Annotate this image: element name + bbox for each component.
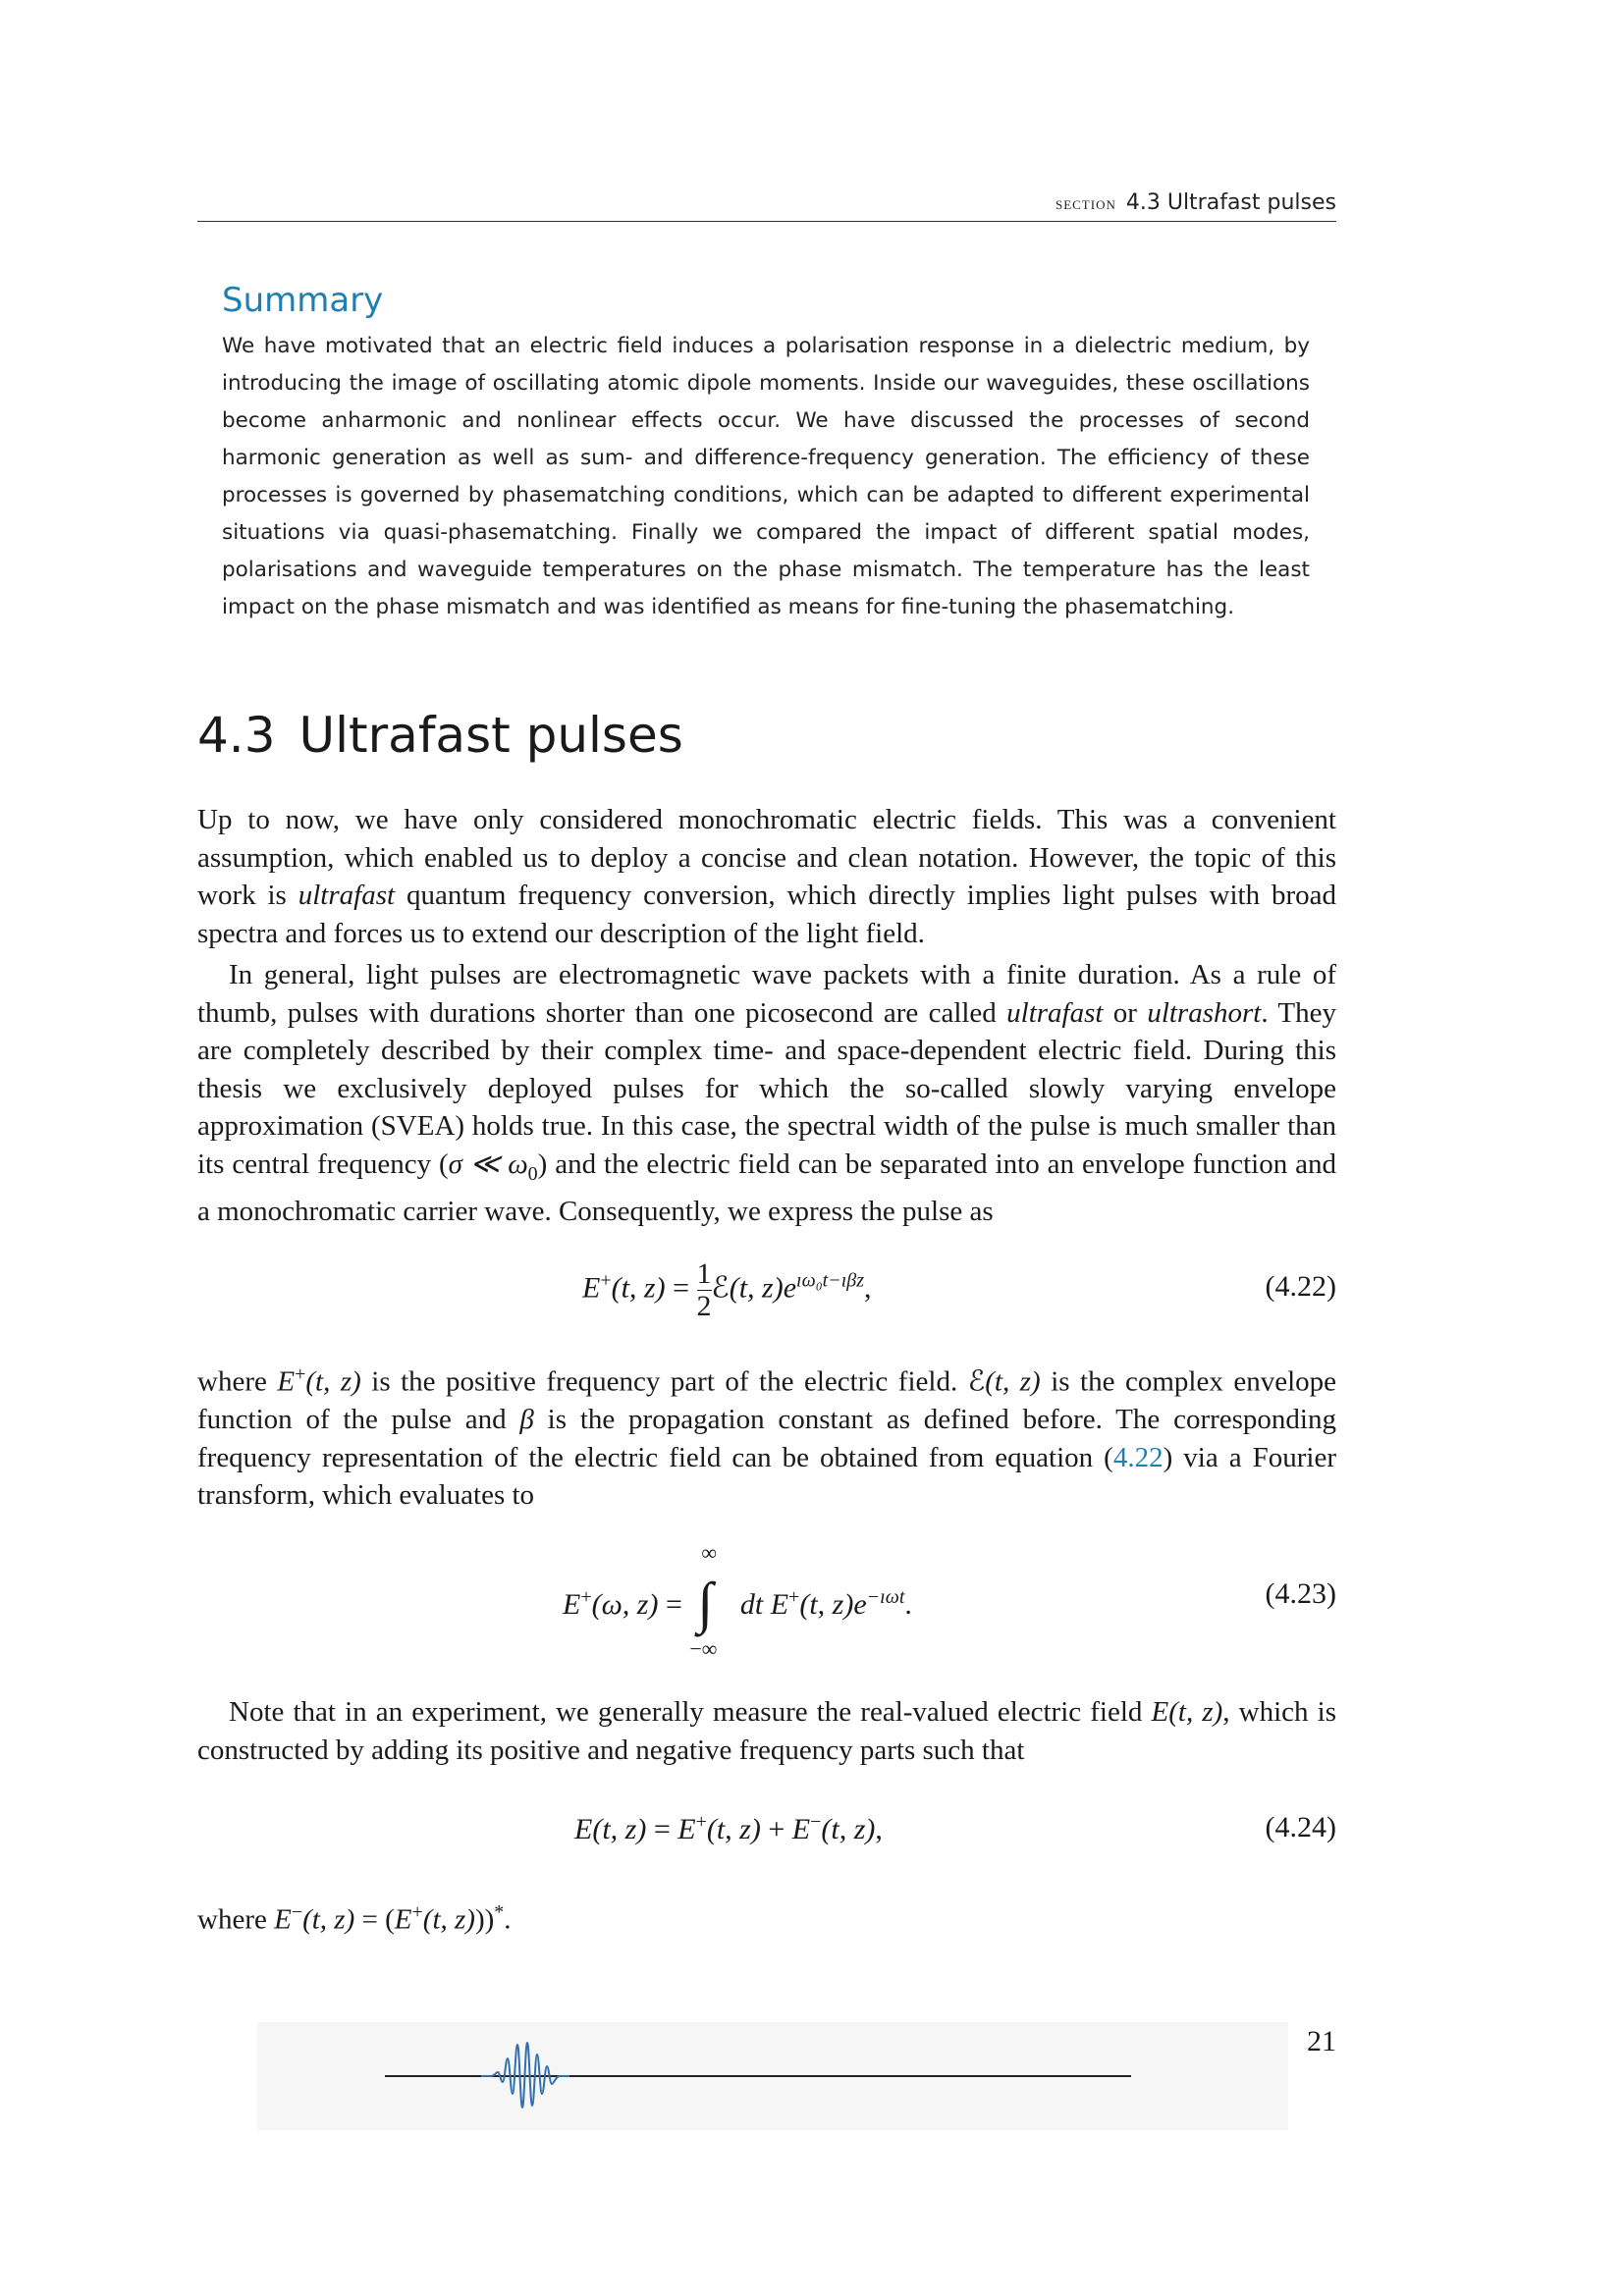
eq424-E-plus: E: [677, 1813, 696, 1845]
eq422-frac-num: 1: [696, 1257, 712, 1290]
p1-text-b: quantum frequency conversion, which directly implies light pulses with broad spectra and forces us to extend our description of the light field.: [197, 880, 1336, 949]
summary-box: [222, 281, 1310, 626]
p5-math-equals: =: [354, 1903, 386, 1936]
p3-math-tz-2: (t, z): [985, 1365, 1041, 1398]
eq423-omega-z: (ω, z): [591, 1587, 659, 1621]
section-title-text: Ultrafast pulses: [298, 707, 683, 764]
eq422-envelope: ℰ: [711, 1271, 730, 1305]
eq423-period: .: [904, 1587, 912, 1621]
pulse-waveform-icon: [481, 2037, 569, 2115]
p5-math-E: E: [274, 1903, 292, 1936]
eq422-comma: ,: [864, 1271, 872, 1305]
p4-text-a: Note that in an experiment, we generally measure the real-valued electric field: [229, 1696, 1152, 1728]
paragraph-5: [197, 1894, 1336, 1939]
eq423-E: E: [563, 1587, 581, 1621]
eq423-tz: (t, z): [799, 1587, 854, 1621]
p3-beta: β: [519, 1404, 534, 1436]
paragraph-3: [197, 1356, 1336, 1515]
p3-text-b: is the positive frequency part of the electric field.: [360, 1365, 968, 1398]
eq422-exponent: ıω₀t−ıβz: [796, 1269, 865, 1292]
eq424-minus: −: [810, 1811, 822, 1833]
p2-text-b: . They are completely described by their complex time- and space-dependent electric field. During this thesis we exclusively deployed pulses for which the so-called slowly varying envelope approximation (SVEA) holds true. In this case, the spectral width of the pulse is much smaller than its central frequency (: [197, 996, 1336, 1180]
body-paragraph-3: [197, 1356, 1336, 1515]
p5-math-plus: +: [411, 1901, 423, 1923]
p4-math-tz: (t, z): [1168, 1696, 1223, 1728]
eq424-tz-3: (t, z): [821, 1813, 876, 1845]
body-paragraph-5: [197, 1894, 1336, 1939]
p3-text-e: ) via a Fourier transform, which evaluates to: [197, 1441, 1336, 1512]
equation-reference-link[interactable]: 4.22: [1112, 1441, 1164, 1473]
eq424-E-minus: E: [791, 1813, 811, 1845]
summary-heading: Summary: [222, 281, 384, 320]
page-number: 21: [1307, 2025, 1336, 2057]
eq422-E: E: [582, 1271, 601, 1305]
p4-text-b: , which is constructed by adding its positive and negative frequency parts such that: [197, 1696, 1336, 1766]
p3-math-tz: (t, z): [305, 1365, 361, 1398]
equation-4-24: [197, 1811, 1336, 1850]
body-paragraphs-1: [197, 801, 1336, 1230]
equation-4-22-formula: [582, 1258, 872, 1322]
eq422-exp-base: e: [783, 1271, 797, 1305]
section-number: 4.3: [197, 707, 276, 764]
body-paragraph-4: [197, 1693, 1336, 1769]
p5-math-period: .: [504, 1903, 512, 1936]
p2-inline-math: σ ≪ ω: [448, 1148, 528, 1180]
equation-4-22: [197, 1258, 1336, 1327]
p2-text-c: ) and the electric field can be separated into an envelope function and a monochromatic carrier wave. Consequently, we express the pulse as: [197, 1148, 1337, 1227]
p3-math-plus: +: [295, 1363, 306, 1385]
eq422-fraction: [697, 1258, 712, 1322]
p2-text-a: In general, light pulses are electromagnetic wave packets with a finite duration. As a rule of thumb, pulses with durations shorter than one picosecond are called: [197, 959, 1336, 1029]
running-header: [1056, 190, 1336, 215]
p1-text-a: Up to now, we have only considered monochromatic electric fields. This was a convenient assumption, which enabled us to deploy a concise and clean notation. However, the topic of this work is: [197, 804, 1336, 911]
eq424-plus-op: +: [760, 1813, 792, 1845]
eq423-plus: +: [580, 1585, 592, 1608]
eq422-frac-den: 2: [696, 1290, 712, 1322]
eq423-plus-2: +: [788, 1585, 800, 1608]
eq423-upper-limit: ∞: [701, 1540, 718, 1565]
p5-math-star: *: [494, 1901, 505, 1923]
eq422-equals: =: [665, 1271, 697, 1305]
p5-math-open: (: [385, 1903, 395, 1936]
p2-inline-math-sub: 0: [527, 1162, 538, 1185]
eq424-equals: =: [646, 1813, 678, 1845]
eq424-tz-2: (t, z): [706, 1813, 761, 1845]
eq423-exponent: −ıωt: [866, 1585, 905, 1608]
p5-math-tz: (t, z): [302, 1903, 355, 1936]
equation-number-4-22: (4.22): [1265, 1270, 1336, 1303]
p3-text-c: is the complex envelope function of the pulse and: [197, 1365, 1336, 1436]
eq423-exp-base: e: [853, 1587, 867, 1621]
eq423-integral: [689, 1540, 732, 1661]
eq423-lower-limit: −∞: [689, 1636, 718, 1661]
p5-math-close: )): [474, 1903, 495, 1936]
header-title: 4.3 Ultrafast pulses: [1125, 190, 1336, 215]
paragraph-4: [197, 1693, 1336, 1769]
header-section-label: section: [1055, 193, 1116, 213]
p5-math-minus: −: [291, 1901, 303, 1923]
eq423-dt: dt: [739, 1587, 771, 1621]
eq422-tz: (t, z): [611, 1271, 666, 1305]
paragraph-1: [197, 801, 1336, 952]
eq423-integral-sign: ∫: [697, 1571, 714, 1634]
p2-emphasis-2: ultrashort: [1147, 996, 1262, 1029]
equation-4-23-formula: [563, 1540, 912, 1661]
p3-math-E: E: [277, 1365, 296, 1398]
eq424-comma: ,: [875, 1813, 883, 1845]
equation-number-4-24: (4.24): [1265, 1811, 1336, 1843]
equation-4-23: [197, 1540, 1336, 1661]
eq424-tz: (t, z): [592, 1813, 647, 1845]
p3-text-d: is the propagation constant as defined before. The corresponding frequency representation of the electric field can be obtained from equation (: [197, 1404, 1336, 1473]
equation-4-24-formula: [574, 1811, 883, 1846]
paragraph-2: [197, 956, 1336, 1230]
eq423-E-2: E: [770, 1587, 789, 1621]
eq422-plus: +: [600, 1269, 612, 1292]
p3-text-a: where: [197, 1365, 278, 1398]
section-title: [197, 707, 683, 764]
p1-emphasis: ultrafast: [298, 880, 396, 911]
p3-math-envelope: ℰ: [967, 1365, 986, 1398]
header-rule: [197, 221, 1336, 222]
equation-number-4-23: (4.23): [1265, 1577, 1336, 1610]
p5-text-a: where: [197, 1903, 275, 1936]
eq422-tz-2: (t, z): [729, 1271, 784, 1305]
eq423-equals: =: [658, 1587, 690, 1621]
p2-emphasis-1: ultrafast: [1006, 996, 1104, 1029]
p5-math-tz-2: (t, z): [422, 1903, 475, 1936]
p4-math-E: E: [1151, 1696, 1169, 1728]
eq424-E: E: [574, 1813, 593, 1845]
p5-math-E-2: E: [394, 1903, 412, 1936]
summary-text: We have motivated that an electric field induces a polarisation response in a dielectric medium, by introducing the image of oscillating atomic dipole moments. Inside our waveguides, these oscillations become anharmonic and nonlinear effects occur. We have discussed the processes of second harmonic generation as well as sum- and difference-frequency generation. The efficiency of these processes is governed by phasematching conditions, which can be adapted to different experimental situations via quasi-phasematching. Finally we compared the impact of different spatial modes, polarisations and waveguide temperatures on the phase mismatch. The temperature has the least impact on the phase mismatch and was identified as means for fine-tuning the phasematching.: [222, 334, 1310, 619]
eq424-plus: +: [695, 1811, 707, 1833]
p2-text-or: or: [1103, 996, 1148, 1029]
